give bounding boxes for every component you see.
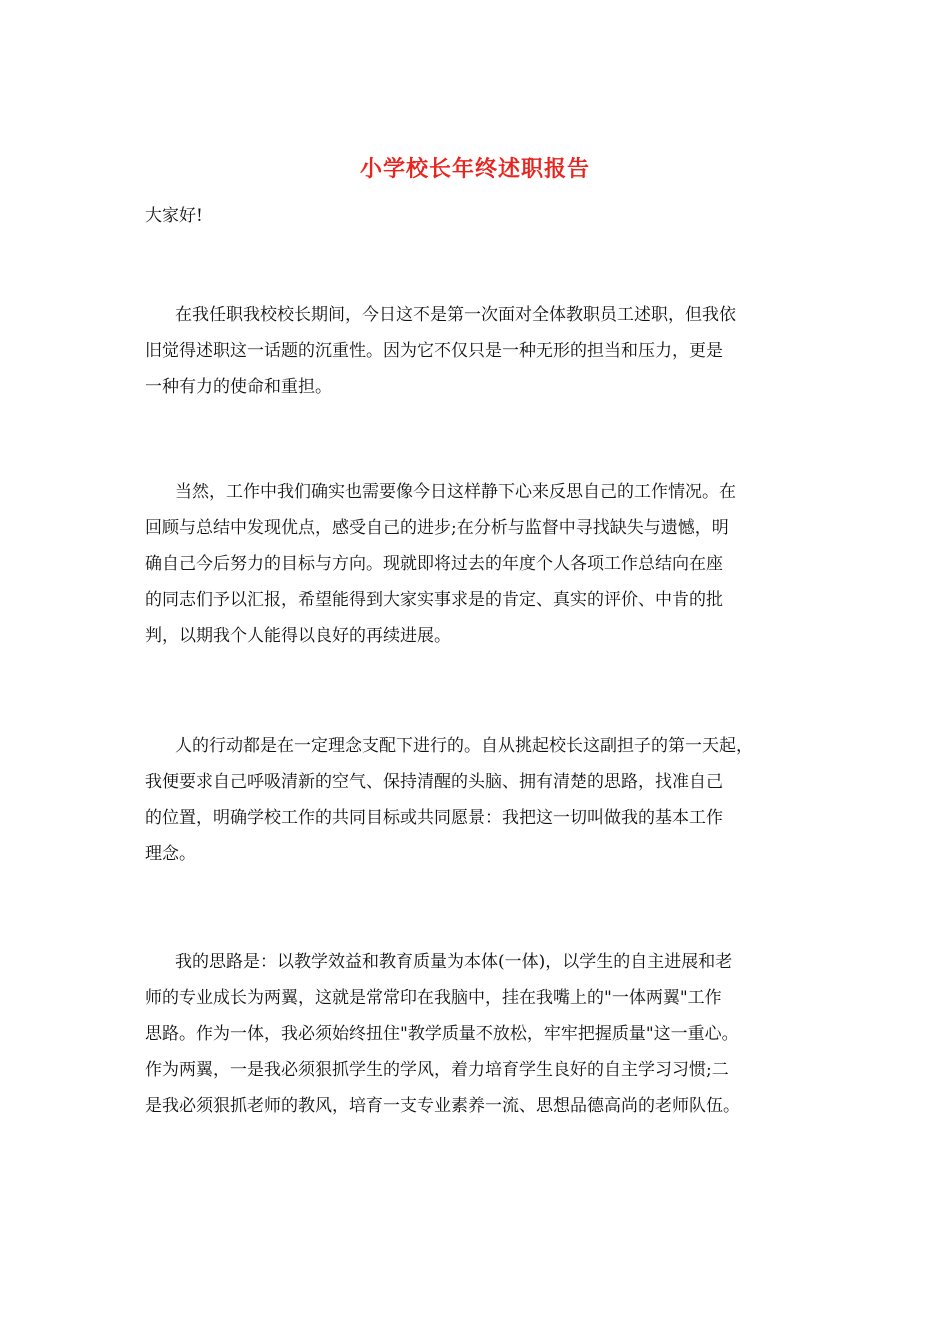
document-title: 小学校长年终述职报告 bbox=[359, 156, 590, 182]
paragraph-line: 理念。 bbox=[145, 844, 196, 864]
paragraph-line: 在我任职我校校长期间，今日这不是第一次面对全体教职员工述职，但我依 bbox=[175, 305, 736, 325]
paragraph-line: 我的思路是：以教学效益和教育质量为本体(一体)，以学生的自主进展和老 bbox=[175, 952, 733, 972]
paragraph-line: 思路。作为一体，我必须始终扭住"教学质量不放松，牢牢把握质量"这一重心。 bbox=[145, 1024, 739, 1044]
paragraph-line: 师的专业成长为两翼，这就是常常印在我脑中，挂在我嘴上的"一体两翼"工作 bbox=[145, 988, 722, 1008]
greeting: 大家好! bbox=[145, 206, 203, 226]
paragraph-line: 的同志们予以汇报，希望能得到大家实事求是的肯定、真实的评价、中肯的批 bbox=[145, 590, 723, 610]
paragraph-line: 人的行动都是在一定理念支配下进行的。自从挑起校长这副担子的第一天起， bbox=[175, 736, 753, 756]
paragraph-3 bbox=[145, 728, 810, 872]
paragraph-line: 是我必须狠抓老师的教风，培育一支专业素养一流、思想品德高尚的老师队伍。 bbox=[145, 1096, 740, 1116]
paragraph-line: 我便要求自己呼吸清新的空气、保持清醒的头脑、拥有清楚的思路，找准自己 bbox=[145, 772, 723, 792]
paragraph-line: 回顾与总结中发现优点，感受自己的进步;在分析与监督中寻找缺失与遗憾，明 bbox=[145, 518, 729, 538]
paragraph-4 bbox=[145, 944, 810, 1124]
paragraph-2 bbox=[145, 474, 810, 654]
paragraph-line: 作为两翼，一是我必须狠抓学生的学风，着力培育学生良好的自主学习习惯;二 bbox=[145, 1060, 729, 1080]
paragraph-line: 判，以期我个人能得以良好的再续进展。 bbox=[145, 626, 451, 646]
paragraph-line: 确自己今后努力的目标与方向。现就即将过去的年度个人各项工作总结向在座 bbox=[145, 554, 723, 574]
paragraph-line: 一种有力的使命和重担。 bbox=[145, 377, 332, 397]
paragraph-line: 旧觉得述职这一话题的沉重性。因为它不仅只是一种无形的担当和压力，更是 bbox=[145, 341, 723, 361]
paragraph-line: 的位置，明确学校工作的共同目标或共同愿景：我把这一切叫做我的基本工作 bbox=[145, 808, 723, 828]
paragraph-1 bbox=[145, 297, 810, 405]
paragraph-line: 当然，工作中我们确实也需要像今日这样静下心来反思自己的工作情况。在 bbox=[175, 482, 736, 502]
